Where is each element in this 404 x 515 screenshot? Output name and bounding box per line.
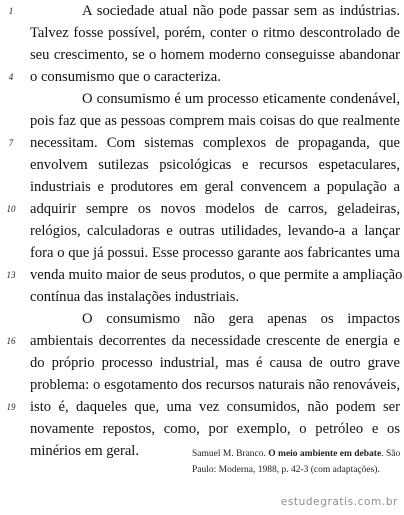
text-line: necessitam. Com sistemas complexos de propaganda, que [30, 135, 400, 151]
text-line: Talvez fosse possível, porém, conter o ritmo descontrolado de [30, 25, 400, 41]
source-after-title: . São [381, 449, 401, 459]
watermark: estudegratis.com.br [280, 496, 398, 508]
source-title: O meio ambiente em debate [268, 449, 382, 459]
text-line: industriais e produtores em geral convencem a população a [30, 179, 400, 195]
text-line: do próprio processo industrial, mas é causa de outro grave [30, 355, 400, 371]
line-number: 4 [8, 72, 14, 82]
text-line: o consumismo que o caracteriza. [30, 69, 221, 85]
text-line: seu crescimento, se o homem moderno conseguisse abandonar [30, 47, 400, 63]
text-line: O consumismo é um processo eticamente condenável, [82, 91, 400, 107]
text-line: O consumismo não gera apenas os impactos [82, 311, 400, 327]
line-number: 19 [6, 402, 16, 412]
line-number: 1 [8, 6, 14, 16]
text-line: envolvem sutilezas psicológicas e recursos espetaculares, [30, 157, 400, 173]
source-author: Samuel M. Branco. [192, 449, 266, 459]
line-number: 10 [6, 204, 16, 214]
line-number: 7 [8, 138, 14, 148]
text-line: minérios em geral. [30, 443, 140, 459]
line-number: 13 [6, 270, 16, 280]
source-citation [192, 446, 400, 462]
text-line: pois faz que as pessoas comprem mais coisas do que realmente [30, 113, 400, 129]
text-line: adquirir sempre os novos modelos de carros, geladeiras, [30, 201, 400, 217]
text-line: ambientais decorrentes da necessidade crescente de energia e [30, 333, 400, 349]
text-line: contínua das instalações industriais. [30, 289, 240, 305]
source-citation-line2: Paulo: Moderna, 1988, p. 42-3 (com adaptações). [192, 465, 380, 475]
text-line: relógios, calculadoras e outras utilidades, levando-a a lançar [30, 223, 400, 239]
line-number: 16 [6, 336, 16, 346]
text-line: fora o que já possui. Esse processo garante aos fabricantes uma [30, 245, 400, 261]
text-line: novamente repostos, como, por exemplo, o petróleo e os [30, 421, 400, 437]
text-line: isto é, daqueles que, uma vez consumidos, não podem ser [30, 399, 400, 415]
text-line: A sociedade atual não pode passar sem as indústrias. [82, 3, 400, 19]
text-line: problema: o esgotamento dos recursos naturais não renováveis, [30, 377, 400, 393]
text-line: venda muito maior de seus produtos, o que permite a ampliação [30, 267, 403, 283]
